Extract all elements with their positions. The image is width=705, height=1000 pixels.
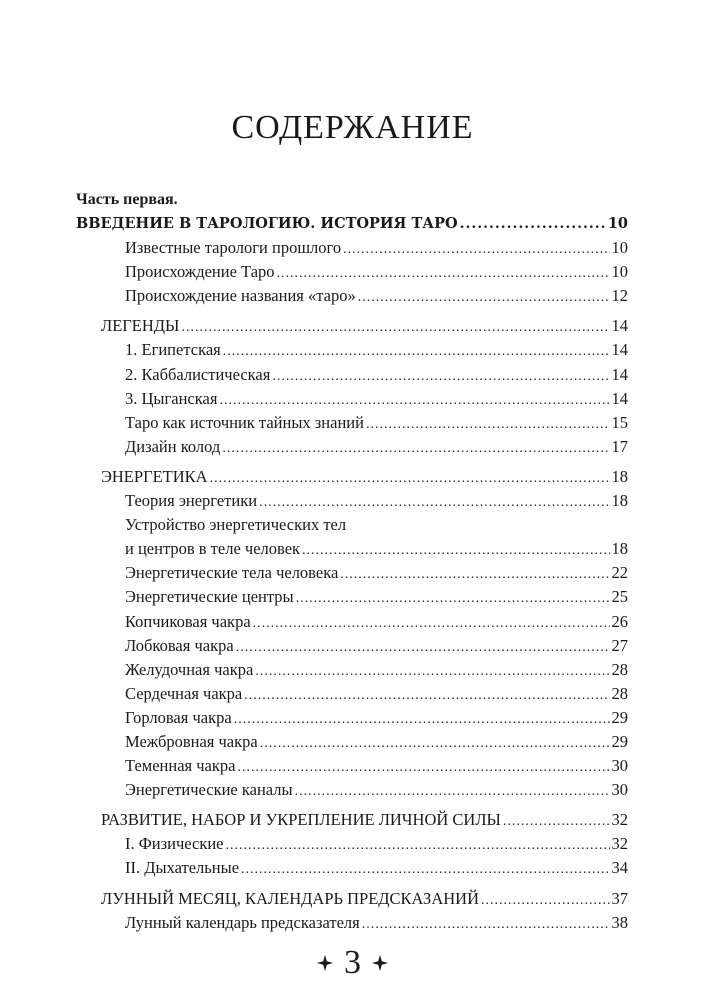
dot-leader: [234, 708, 610, 732]
toc-entry-label: ВВЕДЕНИЕ В ТАРОЛОГИЮ. ИСТОРИЯ ТАРО: [76, 215, 458, 232]
toc-entry-energetics[interactable]: [76, 465, 628, 489]
toc-entry-label: Происхождение названия «таро»: [125, 286, 356, 306]
toc-entry[interactable]: [76, 489, 628, 513]
toc-entry[interactable]: [76, 706, 628, 730]
dot-leader: [255, 660, 609, 684]
dot-leader: [340, 563, 609, 587]
toc-entry-label: ЛЕГЕНДЫ: [101, 316, 180, 336]
dot-leader: [253, 612, 610, 636]
dot-leader: [343, 238, 609, 262]
toc-entry-page: 10: [607, 215, 628, 232]
table-of-contents: [76, 188, 628, 935]
dot-leader: [259, 491, 609, 515]
toc-entry-label: Известные тарологи прошлого: [125, 238, 342, 258]
dot-leader: [223, 340, 610, 364]
dot-leader: [222, 437, 609, 461]
toc-entry-personal-power[interactable]: [76, 808, 628, 832]
toc-entry[interactable]: [76, 260, 628, 284]
toc-entry[interactable]: [76, 730, 628, 754]
dot-leader: [210, 467, 610, 491]
toc-entry[interactable]: [76, 778, 628, 802]
toc-entry-label: Лунный календарь предсказателя: [125, 912, 360, 932]
page-footer: [0, 946, 705, 980]
page-number: 3: [344, 944, 361, 981]
toc-entry[interactable]: [76, 634, 628, 658]
toc-entry-label: 2. Каббалистическая: [125, 364, 271, 384]
toc-entry-label: I. Физические: [125, 834, 224, 854]
toc-entry[interactable]: [76, 411, 628, 435]
toc-entry-label: Энергетические центры: [125, 587, 294, 607]
toc-entry-page: 28: [611, 683, 628, 703]
toc-entry-label: 1. Египетская: [125, 340, 221, 360]
dot-leader: [181, 316, 609, 340]
toc-entry-label: Энергетические тела человека: [125, 563, 339, 583]
toc-entry-label: Таро как источник тайных знаний: [125, 412, 364, 432]
toc-entry[interactable]: [76, 682, 628, 706]
dot-leader: [244, 684, 609, 708]
dot-leader: [237, 756, 609, 780]
toc-entry-page: 14: [611, 340, 628, 360]
toc-entry-page: 10: [611, 262, 628, 282]
dot-leader: [219, 389, 609, 413]
toc-entry[interactable]: [76, 658, 628, 682]
dot-leader: [296, 587, 610, 611]
toc-entry-page: 15: [611, 412, 628, 432]
toc-entry-label: Межбровная чакра: [125, 731, 258, 751]
toc-entry-label: Сердечная чакра: [125, 683, 243, 703]
toc-entry[interactable]: [76, 435, 628, 459]
toc-entry-label: Желудочная чакра: [125, 659, 254, 679]
toc-entry-page: 32: [611, 810, 628, 830]
four-point-star-icon: [371, 954, 389, 972]
toc-entry-label: Копчиковая чакра: [125, 611, 251, 631]
dot-leader: [358, 286, 610, 310]
toc-entry-label: Дизайн колод: [125, 436, 221, 456]
toc-entry[interactable]: [76, 585, 628, 609]
toc-entry-label: Горловая чакра: [125, 707, 232, 727]
toc-entry-page: 18: [611, 539, 628, 559]
toc-entry[interactable]: [76, 338, 628, 362]
dot-leader: [272, 365, 609, 389]
toc-entry-page: 32: [611, 834, 628, 854]
dot-leader: [302, 539, 609, 563]
toc-entry-page: 34: [611, 858, 628, 878]
toc-entry[interactable]: [76, 387, 628, 411]
dot-leader: [241, 858, 609, 882]
toc-entry-page: 18: [611, 466, 628, 486]
toc-entry-page: 29: [611, 707, 628, 727]
page-title: СОДЕРЖАНИЕ: [231, 108, 474, 146]
dot-leader: [277, 262, 610, 286]
part-label: Часть первая.: [76, 191, 178, 208]
toc-entry-page: 12: [611, 286, 628, 306]
toc-entry-label: Энергетические каналы: [125, 780, 293, 800]
dot-leader: [362, 913, 610, 937]
toc-entry-label: Лобковая чакра: [125, 635, 234, 655]
toc-entry-page: 17: [611, 436, 628, 456]
toc-entry-page: 29: [611, 731, 628, 751]
toc-entry-page: 30: [611, 780, 628, 800]
toc-entry[interactable]: [76, 754, 628, 778]
toc-entry[interactable]: [76, 363, 628, 387]
toc-entry-page: 30: [611, 756, 628, 776]
toc-entry[interactable]: [76, 284, 628, 308]
toc-entry-label: Теменная чакра: [125, 756, 236, 776]
toc-entry[interactable]: [76, 236, 628, 260]
toc-entry[interactable]: [76, 537, 628, 561]
four-point-star-icon: [316, 954, 334, 972]
toc-entry-legends[interactable]: [76, 314, 628, 338]
dot-leader: [295, 780, 610, 804]
toc-entry-lunar-month[interactable]: [76, 887, 628, 911]
toc-entry-label: и центров в теле человек: [125, 539, 301, 559]
toc-entry-page: 26: [611, 611, 628, 631]
toc-entry-page: 14: [611, 316, 628, 336]
toc-entry[interactable]: [76, 610, 628, 634]
dot-leader: [236, 636, 610, 660]
toc-entry-page: 18: [611, 491, 628, 511]
toc-entry-page: 14: [611, 388, 628, 408]
dot-leader: [366, 413, 610, 437]
toc-entry-label: Теория энергетики: [125, 491, 258, 511]
toc-entry-label: Происхождение Таро: [125, 262, 275, 282]
toc-entry[interactable]: [76, 856, 628, 880]
toc-entry-label: 3. Цыганская: [125, 388, 218, 408]
toc-entry-label: ЛУННЫЙ МЕСЯЦ, КАЛЕНДАРЬ ПРЕДСКАЗАНИЙ: [101, 888, 479, 908]
toc-entry-page: 38: [611, 912, 628, 932]
toc-entry-label: Устройство энергетических тел: [125, 515, 347, 535]
toc-entry-page: 10: [611, 238, 628, 258]
toc-entry[interactable]: [76, 832, 628, 856]
toc-entry-page: 27: [611, 635, 628, 655]
dot-leader: [503, 810, 610, 834]
toc-entry-label: ЭНЕРГЕТИКА: [101, 466, 208, 486]
dot-leader: [481, 889, 610, 913]
dot-leader: [460, 212, 606, 236]
toc-entry-continued[interactable]: [76, 513, 628, 537]
toc-entry-page: 37: [611, 888, 628, 908]
toc-entry[interactable]: [76, 561, 628, 585]
toc-entry-label: II. Дыхательные: [125, 858, 240, 878]
toc-entry-introduction[interactable]: [76, 212, 628, 236]
toc-entry-page: 28: [611, 659, 628, 679]
dot-leader: [225, 834, 609, 858]
toc-entry[interactable]: [76, 911, 628, 935]
toc-entry-page: 14: [611, 364, 628, 384]
toc-entry-page: 25: [611, 587, 628, 607]
dot-leader: [260, 732, 610, 756]
toc-entry-page: 22: [611, 563, 628, 583]
toc-entry-label: РАЗВИТИЕ, НАБОР И УКРЕПЛЕНИЕ ЛИЧНОЙ СИЛЫ: [101, 810, 501, 830]
